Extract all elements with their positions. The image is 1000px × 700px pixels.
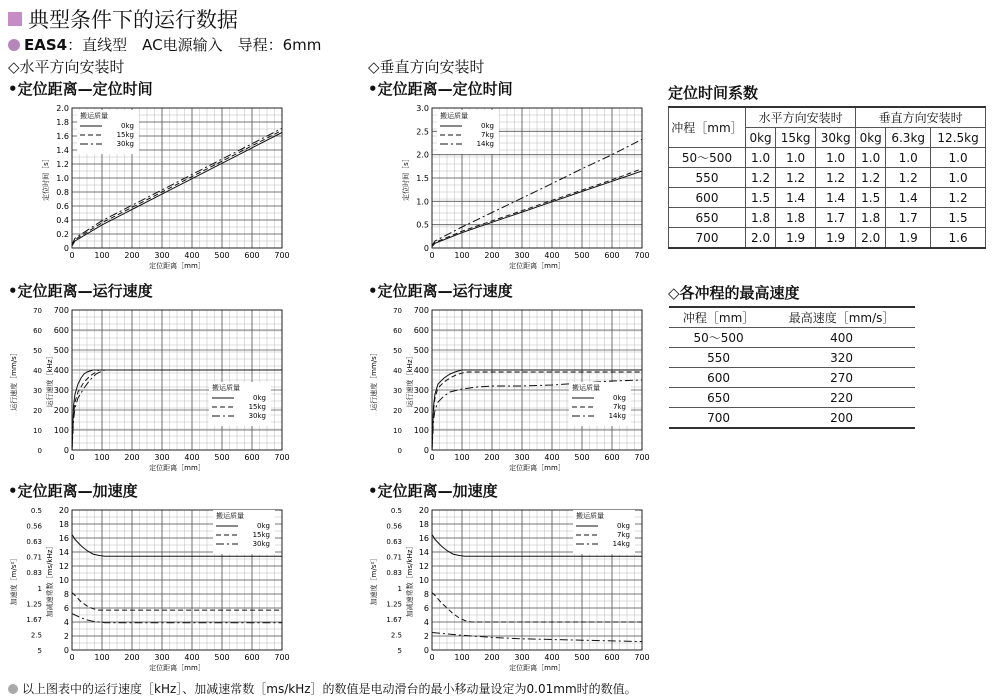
mass-col-header: 15kg	[776, 128, 816, 148]
stroke-cell: 50～500	[669, 148, 746, 168]
coefficient-cell: 1.0	[776, 148, 816, 168]
x-tick-label: 200	[124, 453, 140, 462]
y-tick-label: 300	[413, 386, 429, 395]
y-tick-label: 2.0	[416, 150, 429, 160]
y2-tick-label: 0.83	[26, 569, 42, 578]
y-tick-label: 14	[58, 548, 69, 557]
x-tick-label: 600	[604, 653, 620, 662]
y-tick-label: 16	[58, 534, 69, 543]
table2-col-header: 冲程［mm］	[669, 307, 768, 328]
stroke-cell: 600	[669, 188, 746, 208]
y2-tick-label: 20	[33, 407, 42, 415]
x-tick-label: 300	[154, 251, 170, 260]
x-tick-label: 400	[184, 453, 200, 462]
y2-tick-label: 40	[33, 367, 42, 375]
legend-label: 0kg	[257, 522, 270, 530]
coefficient-cell: 1.7	[816, 208, 856, 228]
y-tick-label: 2.0	[56, 104, 69, 113]
y2-tick-label: 70	[393, 307, 402, 315]
table-row	[669, 348, 915, 368]
y-tick-label: 4	[423, 618, 429, 627]
y-tick-label: 18	[418, 520, 429, 529]
x-tick-label: 700	[634, 251, 650, 260]
x-tick-label: 100	[94, 453, 110, 462]
y2-tick-label: 0.56	[26, 522, 42, 531]
y-axis-label: 定位时间［s］	[42, 155, 50, 201]
x-tick-label: 400	[544, 653, 560, 662]
y-tick-label: 200	[413, 406, 429, 415]
coefficient-cell: 1.0	[856, 148, 886, 168]
y2-tick-label: 5	[397, 647, 402, 655]
coefficient-cell: 1.0	[931, 168, 986, 188]
chart-title-h-speed: •定位距离—运行速度	[8, 282, 153, 300]
y-tick-label: 1.6	[56, 132, 69, 141]
coefficient-cell: 1.4	[886, 188, 931, 208]
chart-title-h-accel: •定位距离—加速度	[8, 482, 138, 500]
y2-tick-label: 10	[393, 427, 402, 435]
x-tick-label: 400	[184, 653, 200, 662]
table1-title: 定位时间系数	[668, 84, 759, 102]
coefficient-cell: 1.8	[776, 208, 816, 228]
x-tick-label: 200	[484, 251, 500, 260]
y2-tick-label: 0.71	[386, 553, 402, 562]
chart-title-v-time: •定位距离—定位时间	[368, 80, 513, 98]
legend-label: 30kg	[116, 140, 134, 148]
y-tick-label: 10	[58, 576, 69, 585]
coefficient-cell: 1.9	[886, 228, 931, 249]
y-tick-label: 18	[58, 520, 69, 529]
max-speed-cell: 270	[768, 368, 915, 388]
legend-label: 0kg	[613, 394, 626, 402]
max-speed-cell: 200	[768, 408, 915, 429]
table-row	[669, 368, 915, 388]
y-tick-label: 1.8	[56, 118, 69, 127]
y-tick-label: 20	[418, 506, 429, 515]
chart-title-h-time: •定位距离—定位时间	[8, 80, 153, 98]
x-tick-label: 0	[429, 453, 435, 462]
y-tick-label: 20	[58, 506, 69, 515]
y-tick-label: 400	[413, 366, 429, 375]
y2-tick-label: 0.71	[26, 553, 42, 562]
y2-tick-label: 0.5	[390, 507, 402, 515]
coefficient-cell: 1.5	[931, 208, 986, 228]
title-marker-icon	[8, 12, 22, 26]
y2-tick-label: 1	[397, 584, 402, 593]
coefficient-cell: 1.9	[816, 228, 856, 249]
x-tick-label: 200	[484, 653, 500, 662]
table-row	[669, 228, 986, 249]
y-tick-label: 600	[53, 326, 69, 335]
coefficient-cell: 2.0	[746, 228, 776, 249]
coefficient-cell: 1.2	[816, 168, 856, 188]
table-row	[669, 388, 915, 408]
y2-tick-label: 1.25	[26, 600, 42, 609]
legend-label: 30kg	[248, 412, 266, 420]
y-tick-label: 12	[418, 562, 429, 571]
x-tick-label: 0	[69, 453, 75, 462]
x-tick-label: 200	[124, 653, 140, 662]
x-axis-label: 定位距离［mm］	[149, 664, 205, 672]
x-tick-label: 0	[429, 251, 435, 260]
y-tick-label: 6	[423, 604, 429, 613]
y-tick-label: 0	[423, 646, 429, 655]
y2-tick-label: 0.83	[386, 569, 402, 578]
x-tick-label: 700	[634, 453, 650, 462]
x-tick-label: 600	[244, 251, 260, 260]
coefficient-cell: 1.4	[776, 188, 816, 208]
coefficient-cell: 1.4	[816, 188, 856, 208]
legend-title: 搬运质量	[212, 384, 240, 392]
stroke-cell: 650	[669, 388, 768, 408]
y-tick-label: 700	[53, 306, 69, 315]
y-tick-label: 10	[418, 576, 429, 585]
x-tick-label: 700	[274, 251, 290, 260]
stroke-cell: 550	[669, 348, 768, 368]
table-row	[669, 408, 915, 429]
y2-tick-label: 1	[37, 584, 42, 593]
group-horizontal-header: 水平方向安装时	[746, 107, 856, 128]
x-tick-label: 600	[604, 453, 620, 462]
x-tick-label: 700	[274, 453, 290, 462]
chart-vertical-speed	[360, 300, 660, 480]
y-tick-label: 200	[53, 406, 69, 415]
legend-label: 7kg	[613, 403, 626, 411]
y-tick-label: 8	[423, 590, 429, 599]
y2-tick-label: 0	[397, 447, 402, 455]
y-tick-label: 2	[63, 632, 69, 641]
y-tick-label: 1.0	[56, 174, 69, 183]
coefficient-cell: 1.0	[816, 148, 856, 168]
y-tick-label: 0.2	[56, 230, 69, 239]
x-tick-label: 200	[124, 251, 140, 260]
x-tick-label: 500	[214, 251, 230, 260]
y-tick-label: 14	[418, 548, 429, 557]
legend-title: 搬运质量	[440, 112, 468, 120]
max-speed-cell: 400	[768, 328, 915, 348]
y2-tick-label: 2.5	[30, 631, 42, 640]
coefficient-cell: 1.2	[746, 168, 776, 188]
y-tick-label: 4	[63, 618, 69, 627]
y-tick-label: 700	[413, 306, 429, 315]
coefficient-cell: 1.5	[856, 188, 886, 208]
y2-axis-label: 加速度［m/s²］	[370, 554, 378, 606]
y2-tick-label: 50	[33, 347, 42, 355]
legend-label: 0kg	[617, 522, 630, 530]
table1-body	[669, 148, 986, 249]
mass-col-header: 12.5kg	[931, 128, 986, 148]
x-tick-label: 0	[69, 653, 75, 662]
y-axis-label: 加减速常数［ms/kHz］	[406, 542, 414, 618]
table-row	[669, 328, 915, 348]
x-axis-label: 定位距离［mm］	[509, 262, 565, 270]
x-tick-label: 600	[244, 453, 260, 462]
coefficient-cell: 1.0	[931, 148, 986, 168]
y-tick-label: 500	[53, 346, 69, 355]
x-tick-label: 700	[274, 653, 290, 662]
y-tick-label: 16	[418, 534, 429, 543]
coefficient-cell: 1.8	[856, 208, 886, 228]
y2-tick-label: 0.63	[386, 538, 402, 547]
y-tick-label: 0	[63, 244, 69, 253]
y2-tick-label: 0.5	[30, 507, 42, 515]
x-tick-label: 0	[69, 251, 75, 260]
coefficient-cell: 1.6	[931, 228, 986, 249]
y-tick-label: 600	[413, 326, 429, 335]
y2-tick-label: 1.67	[26, 615, 42, 624]
x-tick-label: 200	[484, 453, 500, 462]
x-tick-label: 500	[574, 251, 590, 260]
x-tick-label: 400	[544, 453, 560, 462]
x-tick-label: 500	[214, 453, 230, 462]
x-tick-label: 100	[454, 251, 470, 260]
legend-label: 15kg	[116, 131, 134, 139]
legend-label: 7kg	[481, 131, 494, 139]
legend-label: 14kg	[476, 140, 494, 148]
y-tick-label: 100	[53, 426, 69, 435]
x-tick-label: 600	[244, 653, 260, 662]
table-row	[669, 188, 986, 208]
table-row	[669, 168, 986, 188]
chart-horizontal-speed	[0, 300, 300, 480]
y-tick-label: 0.4	[56, 216, 69, 225]
table-row	[669, 148, 986, 168]
x-tick-label: 100	[94, 653, 110, 662]
y2-tick-label: 60	[33, 327, 42, 335]
x-tick-label: 400	[184, 251, 200, 260]
y-tick-label: 1.4	[56, 146, 69, 155]
page-title-text: 典型条件下的运行数据	[28, 8, 238, 32]
x-tick-label: 100	[94, 251, 110, 260]
chart-horizontal-accel	[0, 500, 300, 680]
stroke-cell: 50～500	[669, 328, 768, 348]
y-tick-label: 12	[58, 562, 69, 571]
stroke-header: 冲程［mm］	[669, 107, 746, 148]
coefficient-cell: 1.2	[856, 168, 886, 188]
legend-label: 0kg	[121, 122, 134, 130]
chart-title-v-accel: •定位距离—加速度	[368, 482, 498, 500]
y-tick-label: 1.2	[56, 160, 69, 169]
mass-col-header: 0kg	[856, 128, 886, 148]
legend-label: 0kg	[481, 122, 494, 130]
coefficient-cell: 1.0	[746, 148, 776, 168]
table-row	[669, 208, 986, 228]
model-desc: ：直线型 AC电源输入 导程：6mm	[67, 36, 322, 54]
table2-col-header: 最高速度［mm/s］	[768, 307, 915, 328]
footnote-text: 以上图表中的运行速度［kHz］、加减速常数［ms/kHz］的数值是电动滑台的最小移动量设定为0.01mm时的数值。	[22, 682, 637, 696]
y-tick-label: 300	[53, 386, 69, 395]
y2-axis-label: 加速度［m/s²］	[10, 554, 18, 606]
section-horizontal: ◇水平方向安装时	[8, 58, 125, 76]
table2-body	[669, 328, 915, 429]
coefficient-cell: 1.8	[746, 208, 776, 228]
legend-label: 15kg	[248, 403, 266, 411]
x-tick-label: 300	[514, 653, 530, 662]
x-axis-label: 定位距离［mm］	[149, 464, 205, 472]
y-tick-label: 1.5	[416, 174, 429, 183]
x-tick-label: 700	[634, 653, 650, 662]
chart-horizontal-time	[0, 98, 300, 278]
max-speed-cell: 220	[768, 388, 915, 408]
coefficient-cell: 1.7	[886, 208, 931, 228]
stroke-cell: 700	[669, 408, 768, 429]
x-tick-label: 300	[154, 653, 170, 662]
y-tick-label: 0.8	[56, 188, 69, 197]
model-subtitle	[8, 34, 321, 55]
mass-col-header: 0kg	[746, 128, 776, 148]
x-tick-label: 100	[454, 653, 470, 662]
x-axis-label: 定位距离［mm］	[509, 464, 565, 472]
x-tick-label: 500	[574, 453, 590, 462]
y-tick-label: 400	[53, 366, 69, 375]
coefficient-cell: 1.9	[776, 228, 816, 249]
y-tick-label: 6	[63, 604, 69, 613]
max-speed-table	[669, 306, 915, 429]
y2-tick-label: 1.67	[386, 615, 402, 624]
y2-tick-label: 40	[393, 367, 402, 375]
coefficient-cell: 1.2	[931, 188, 986, 208]
y-tick-label: 1.0	[416, 197, 429, 207]
coefficient-cell: 1.0	[886, 148, 931, 168]
y-tick-label: 0	[423, 244, 429, 253]
mass-col-header: 6.3kg	[886, 128, 931, 148]
stroke-cell: 550	[669, 168, 746, 188]
y-axis-label: 加减速常数［ms/kHz］	[46, 542, 54, 618]
y-axis-label: 定位时间［s］	[402, 155, 410, 201]
x-axis-label: 定位距离［mm］	[509, 664, 565, 672]
mass-col-header: 30kg	[816, 128, 856, 148]
x-tick-label: 300	[514, 453, 530, 462]
y2-tick-label: 70	[33, 307, 42, 315]
stroke-cell: 700	[669, 228, 746, 249]
y-tick-label: 3.0	[416, 104, 429, 113]
y2-tick-label: 5	[37, 647, 42, 655]
legend-label: 14kg	[608, 412, 626, 420]
x-tick-label: 500	[214, 653, 230, 662]
legend-title: 搬运质量	[216, 512, 244, 520]
y-tick-label: 100	[413, 426, 429, 435]
y2-tick-label: 30	[393, 387, 402, 395]
section-vertical: ◇垂直方向安装时	[368, 58, 485, 76]
positioning-time-coefficient-table	[668, 106, 986, 249]
chart-vertical-time	[360, 98, 660, 278]
x-tick-label: 300	[514, 251, 530, 260]
legend-label: 0kg	[253, 394, 266, 402]
x-tick-label: 100	[454, 453, 470, 462]
legend-title: 搬运质量	[576, 512, 604, 520]
coefficient-cell: 1.5	[746, 188, 776, 208]
y-axis-label: 运行速度［kHz］	[406, 352, 414, 408]
y2-tick-label: 30	[33, 387, 42, 395]
table2-header-row	[669, 307, 915, 328]
stroke-cell: 650	[669, 208, 746, 228]
x-tick-label: 400	[544, 251, 560, 260]
y2-tick-label: 50	[393, 347, 402, 355]
max-speed-cell: 320	[768, 348, 915, 368]
y2-tick-label: 2.5	[390, 631, 402, 640]
legend-label: 15kg	[252, 531, 270, 539]
y2-tick-label: 10	[33, 427, 42, 435]
y-tick-label: 500	[413, 346, 429, 355]
x-tick-label: 0	[429, 653, 435, 662]
x-tick-label: 600	[604, 251, 620, 260]
coefficient-cell: 1.2	[886, 168, 931, 188]
y2-tick-label: 60	[393, 327, 402, 335]
y-tick-label: 0	[63, 446, 69, 455]
y2-tick-label: 0.56	[386, 522, 402, 531]
group-vertical-header: 垂直方向安装时	[856, 107, 986, 128]
footnote	[8, 680, 637, 697]
y2-tick-label: 0	[37, 447, 42, 455]
y2-axis-label: 运行速度［mm/s］	[10, 349, 18, 411]
legend-label: 14kg	[612, 540, 630, 548]
chart-vertical-accel	[360, 500, 660, 680]
y-tick-label: 2.5	[416, 127, 429, 137]
chart-title-v-speed: •定位距离—运行速度	[368, 282, 513, 300]
page-title	[8, 4, 238, 34]
y-tick-label: 0.5	[416, 220, 429, 230]
y-tick-label: 0	[63, 646, 69, 655]
y-tick-label: 0.6	[56, 202, 69, 211]
stroke-cell: 600	[669, 368, 768, 388]
legend-label: 30kg	[252, 540, 270, 548]
model-label: EAS4	[24, 35, 68, 54]
y-tick-label: 0	[423, 446, 429, 455]
legend-title: 搬运质量	[572, 384, 600, 392]
y2-tick-label: 1.25	[386, 600, 402, 609]
legend-title: 搬运质量	[80, 112, 108, 120]
y-tick-label: 2	[423, 632, 429, 641]
y2-axis-label: 运行速度［mm/s］	[370, 349, 378, 411]
x-tick-label: 500	[574, 653, 590, 662]
table2-title: ◇各冲程的最高速度	[668, 284, 800, 302]
bullet-icon	[8, 39, 20, 51]
x-tick-label: 300	[154, 453, 170, 462]
legend-label: 7kg	[617, 531, 630, 539]
coefficient-cell: 1.2	[776, 168, 816, 188]
y-tick-label: 8	[63, 590, 69, 599]
y2-tick-label: 0.63	[26, 538, 42, 547]
x-axis-label: 定位距离［mm］	[149, 262, 205, 270]
y-axis-label: 运行速度［kHz］	[46, 352, 54, 408]
y2-tick-label: 20	[393, 407, 402, 415]
coefficient-cell: 2.0	[856, 228, 886, 249]
bullet-icon	[8, 684, 18, 694]
